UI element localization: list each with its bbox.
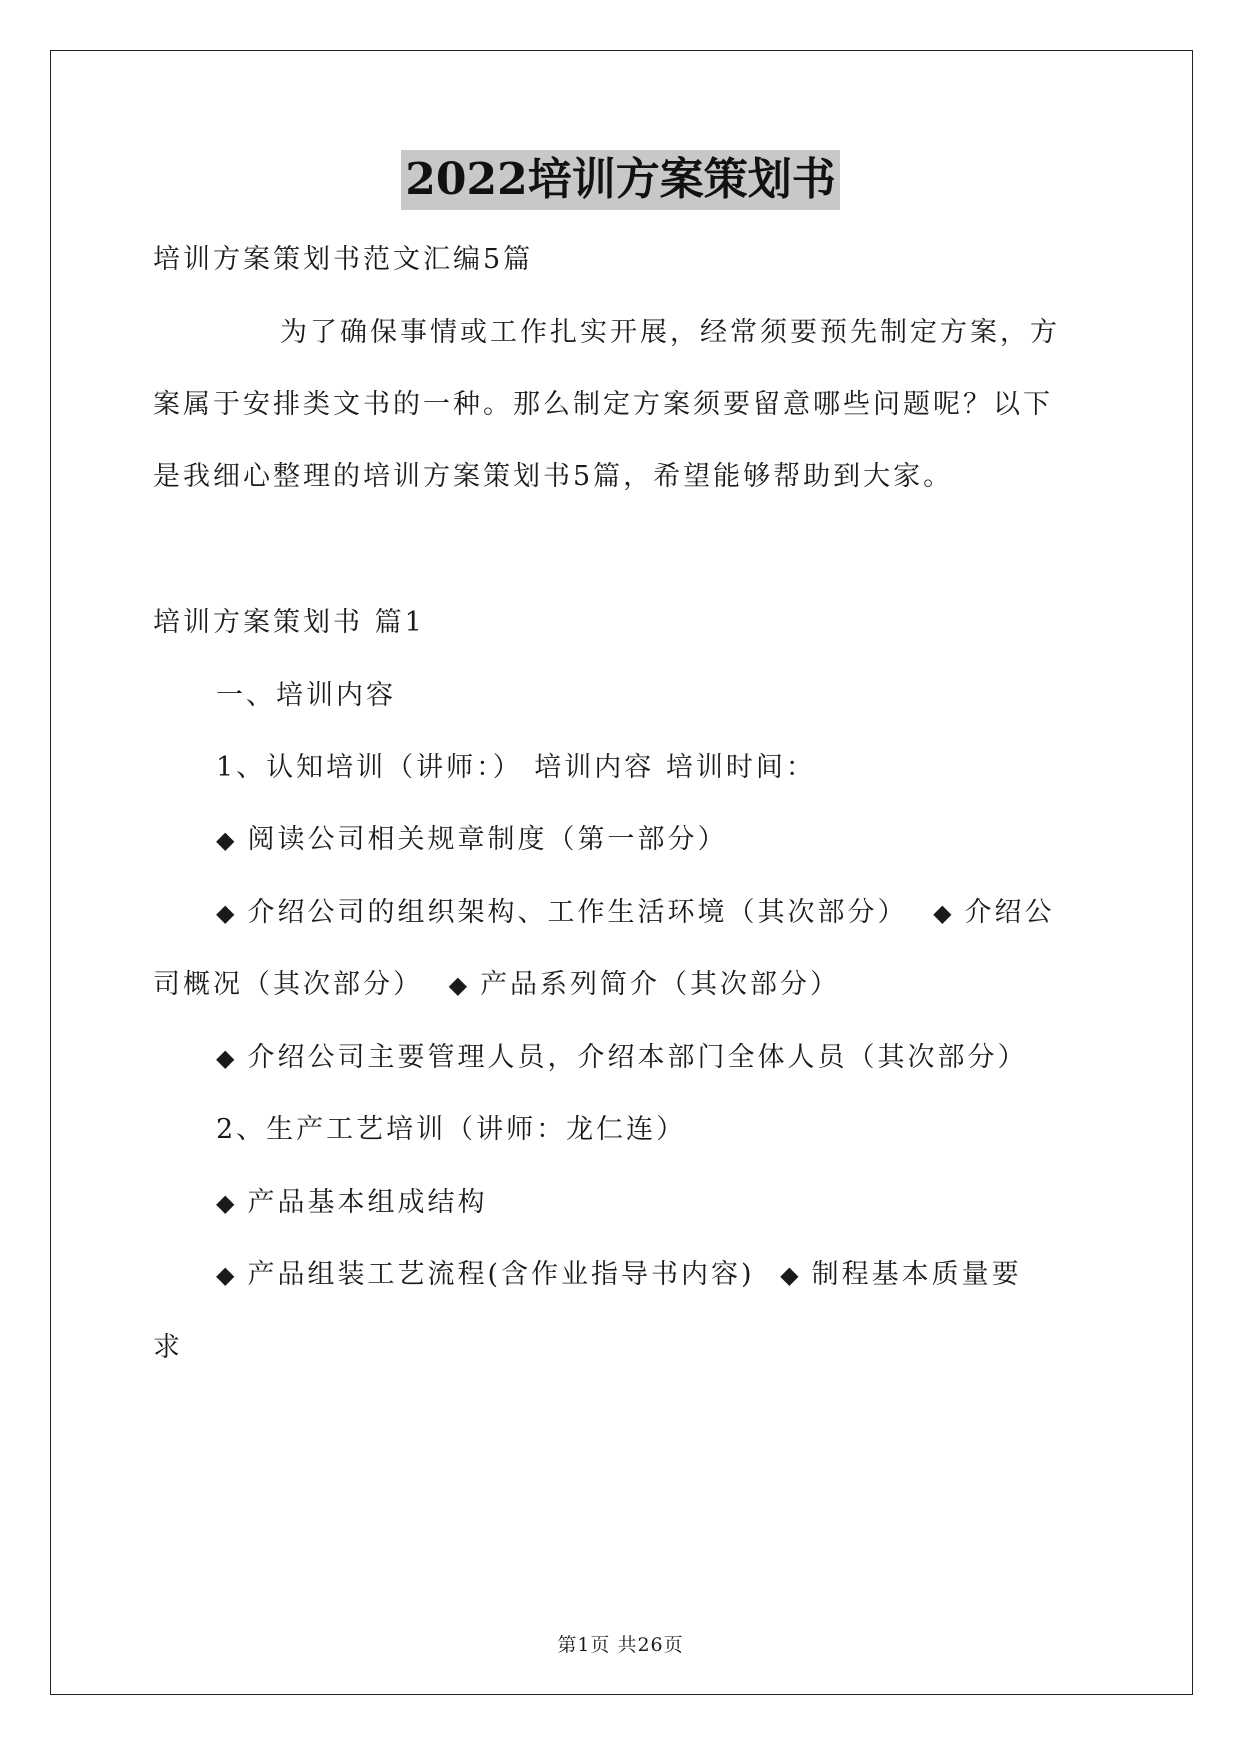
page-footer: 第1页 共26页: [557, 1634, 684, 1656]
bullet-text: 产品系列简介（其次部分）: [480, 969, 841, 1000]
bullet-item: [216, 1040, 1156, 1076]
bullet-continuation: [153, 967, 1093, 1003]
document-title-text: 2022培训方案策划书: [401, 150, 839, 210]
diamond-bullet-icon: ◆: [933, 899, 955, 927]
section-one-heading: 一、培训内容: [216, 680, 396, 711]
bullet-item: [216, 822, 1156, 858]
document-title: [0, 150, 1241, 210]
intro-line-2: 案属于安排类文书的一种。那么制定方案须要留意哪些问题呢？以下: [153, 389, 1053, 420]
bullet-text: 介绍公司主要管理人员，介绍本部门全体人员（其次部分）: [247, 1042, 1028, 1073]
diamond-bullet-icon: ◆: [216, 826, 238, 854]
bullet-item: [216, 1185, 1156, 1221]
bullet-text: 阅读公司相关规章制度（第一部分）: [247, 824, 728, 855]
item-one: 1、认知培训（讲师：） 培训内容 培训时间：: [216, 752, 816, 783]
bullet-text: 产品组装工艺流程(含作业指导书内容): [247, 1259, 755, 1290]
diamond-bullet-icon: ◆: [448, 971, 471, 999]
diamond-bullet-icon: ◆: [216, 899, 238, 927]
bullet-text: 制程基本质量要: [811, 1259, 1022, 1290]
diamond-bullet-icon: ◆: [216, 1044, 238, 1072]
section-heading: 培训方案策划书 篇1: [153, 607, 425, 638]
diamond-bullet-icon: ◆: [216, 1261, 238, 1289]
intro-line-3: 是我细心整理的培训方案策划书5篇，希望能够帮助到大家。: [153, 461, 954, 492]
diamond-bullet-icon: ◆: [780, 1261, 802, 1289]
bullet-text: 介绍公: [964, 897, 1055, 928]
bullet-item: [216, 1257, 1156, 1293]
item-two: 2、生产工艺培训（讲师：龙仁连）: [216, 1114, 687, 1145]
bullet-text: 产品基本组成结构: [247, 1187, 488, 1218]
bullet-text: 司概况（其次部分）: [153, 969, 423, 1000]
intro-line-1: 为了确保事情或工作扎实开展，经常须要预先制定方案，方: [280, 317, 1060, 348]
bullet-continuation: 求: [153, 1332, 183, 1363]
page-border: [50, 50, 1193, 1695]
bullet-item: [216, 895, 1156, 931]
diamond-bullet-icon: ◆: [216, 1189, 238, 1217]
bullet-text: 介绍公司的组织架构、工作生活环境（其次部分）: [247, 897, 908, 928]
subtitle: 培训方案策划书范文汇编5篇: [153, 244, 534, 275]
